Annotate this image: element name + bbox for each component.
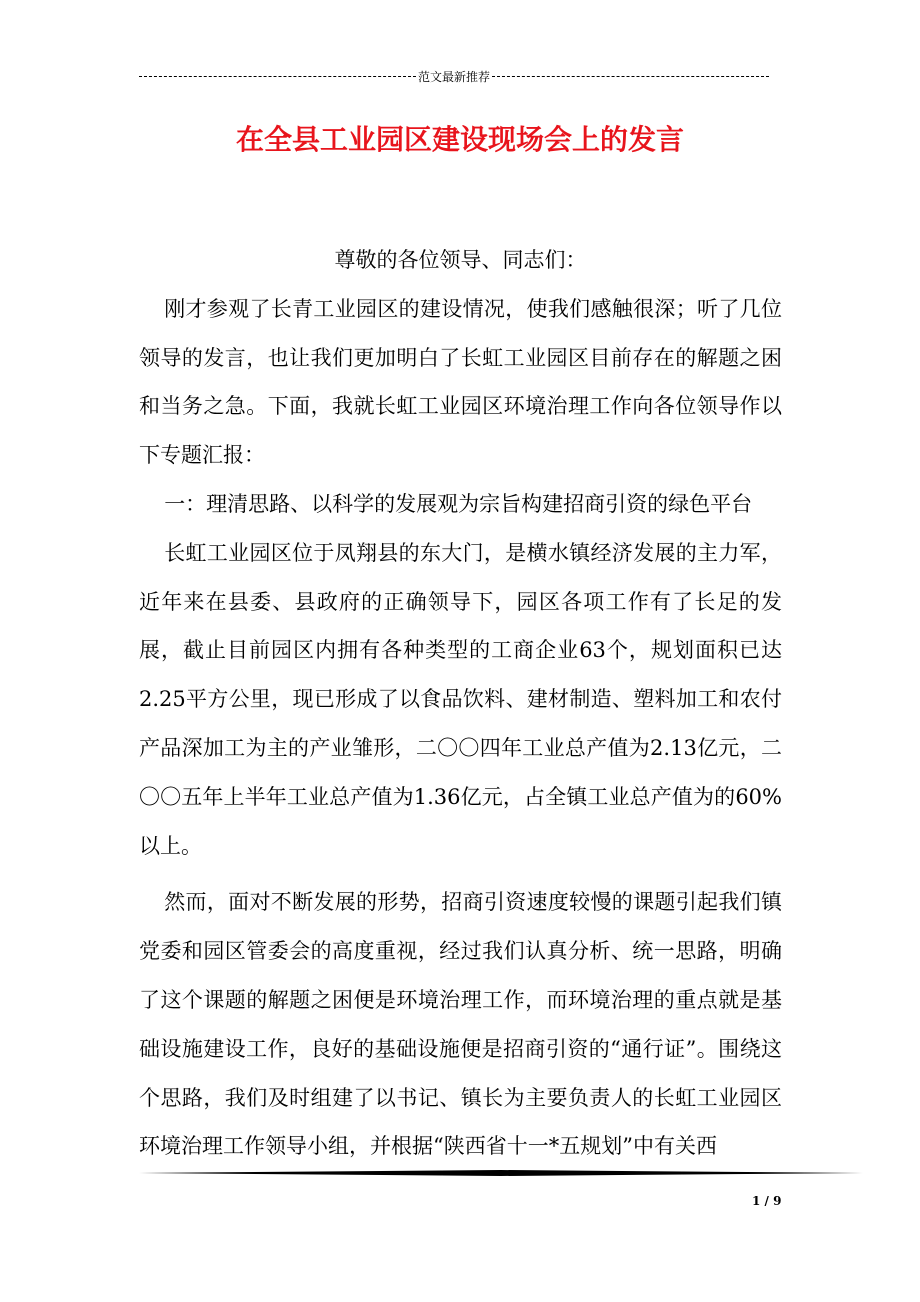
- header-dash-left: [139, 76, 416, 77]
- document-title: 在全县工业园区建设现场会上的发言: [235, 123, 684, 156]
- footer-divider: [139, 1170, 863, 1176]
- paragraph-challenge: 然而，面对不断发展的形势，招商引资速度较慢的课题引起我们镇党委和园区管委会的高度重视，经过我们认真分析、统一思路，明确了这个课题的解题之困便是环境治理工作，而环境治理的重点就是基础设施建设工作，良好的基础设施便是招商引资的“通行证”。围绕这个思路，我们及时组建了以书记、镇长为主要负责人的长虹工业园区环境治理工作领导小组，并根据“陕西省十一*五规划”中有关西: [139, 890, 782, 1159]
- paragraph-overview: 长虹工业园区位于凤翔县的东大门，是横水镇经济发展的主力军，近年来在县委、县政府的正确领导下，园区各项工作有了长足的发展，截止目前园区内拥有各种类型的工商企业63个，规划面积已达2.25平方公里，现已形成了以食品饮料、建材制造、塑料加工和农付产品深加工为主的产业雏形，二〇〇四年工业总产值为2.13亿元，二〇〇五年上半年工业总产值为1.36亿元，占全镇工业总产值为的60%以上。: [139, 540, 782, 858]
- document-body: [139, 236, 782, 1171]
- salutation: 尊敬的各位领导、同志们：: [334, 248, 587, 272]
- header-rule: [139, 66, 769, 86]
- section-heading: 一：理清思路、以科学的发展观为宗旨构建招商引资的绿色平台: [164, 491, 753, 516]
- paragraph-intro: 刚才参观了长青工业园区的建设情况，使我们感触很深；听了几位领导的发言，也让我们更加明白了长虹工业园区目前存在的解题之困和当务之急。下面，我就长虹工业园区环境治理工作向各位领导作以下专题汇报：: [139, 296, 782, 468]
- header-label: 范文最新推荐: [418, 69, 491, 84]
- page-number: 1 / 9: [752, 1194, 782, 1208]
- header-dash-right: [492, 76, 769, 77]
